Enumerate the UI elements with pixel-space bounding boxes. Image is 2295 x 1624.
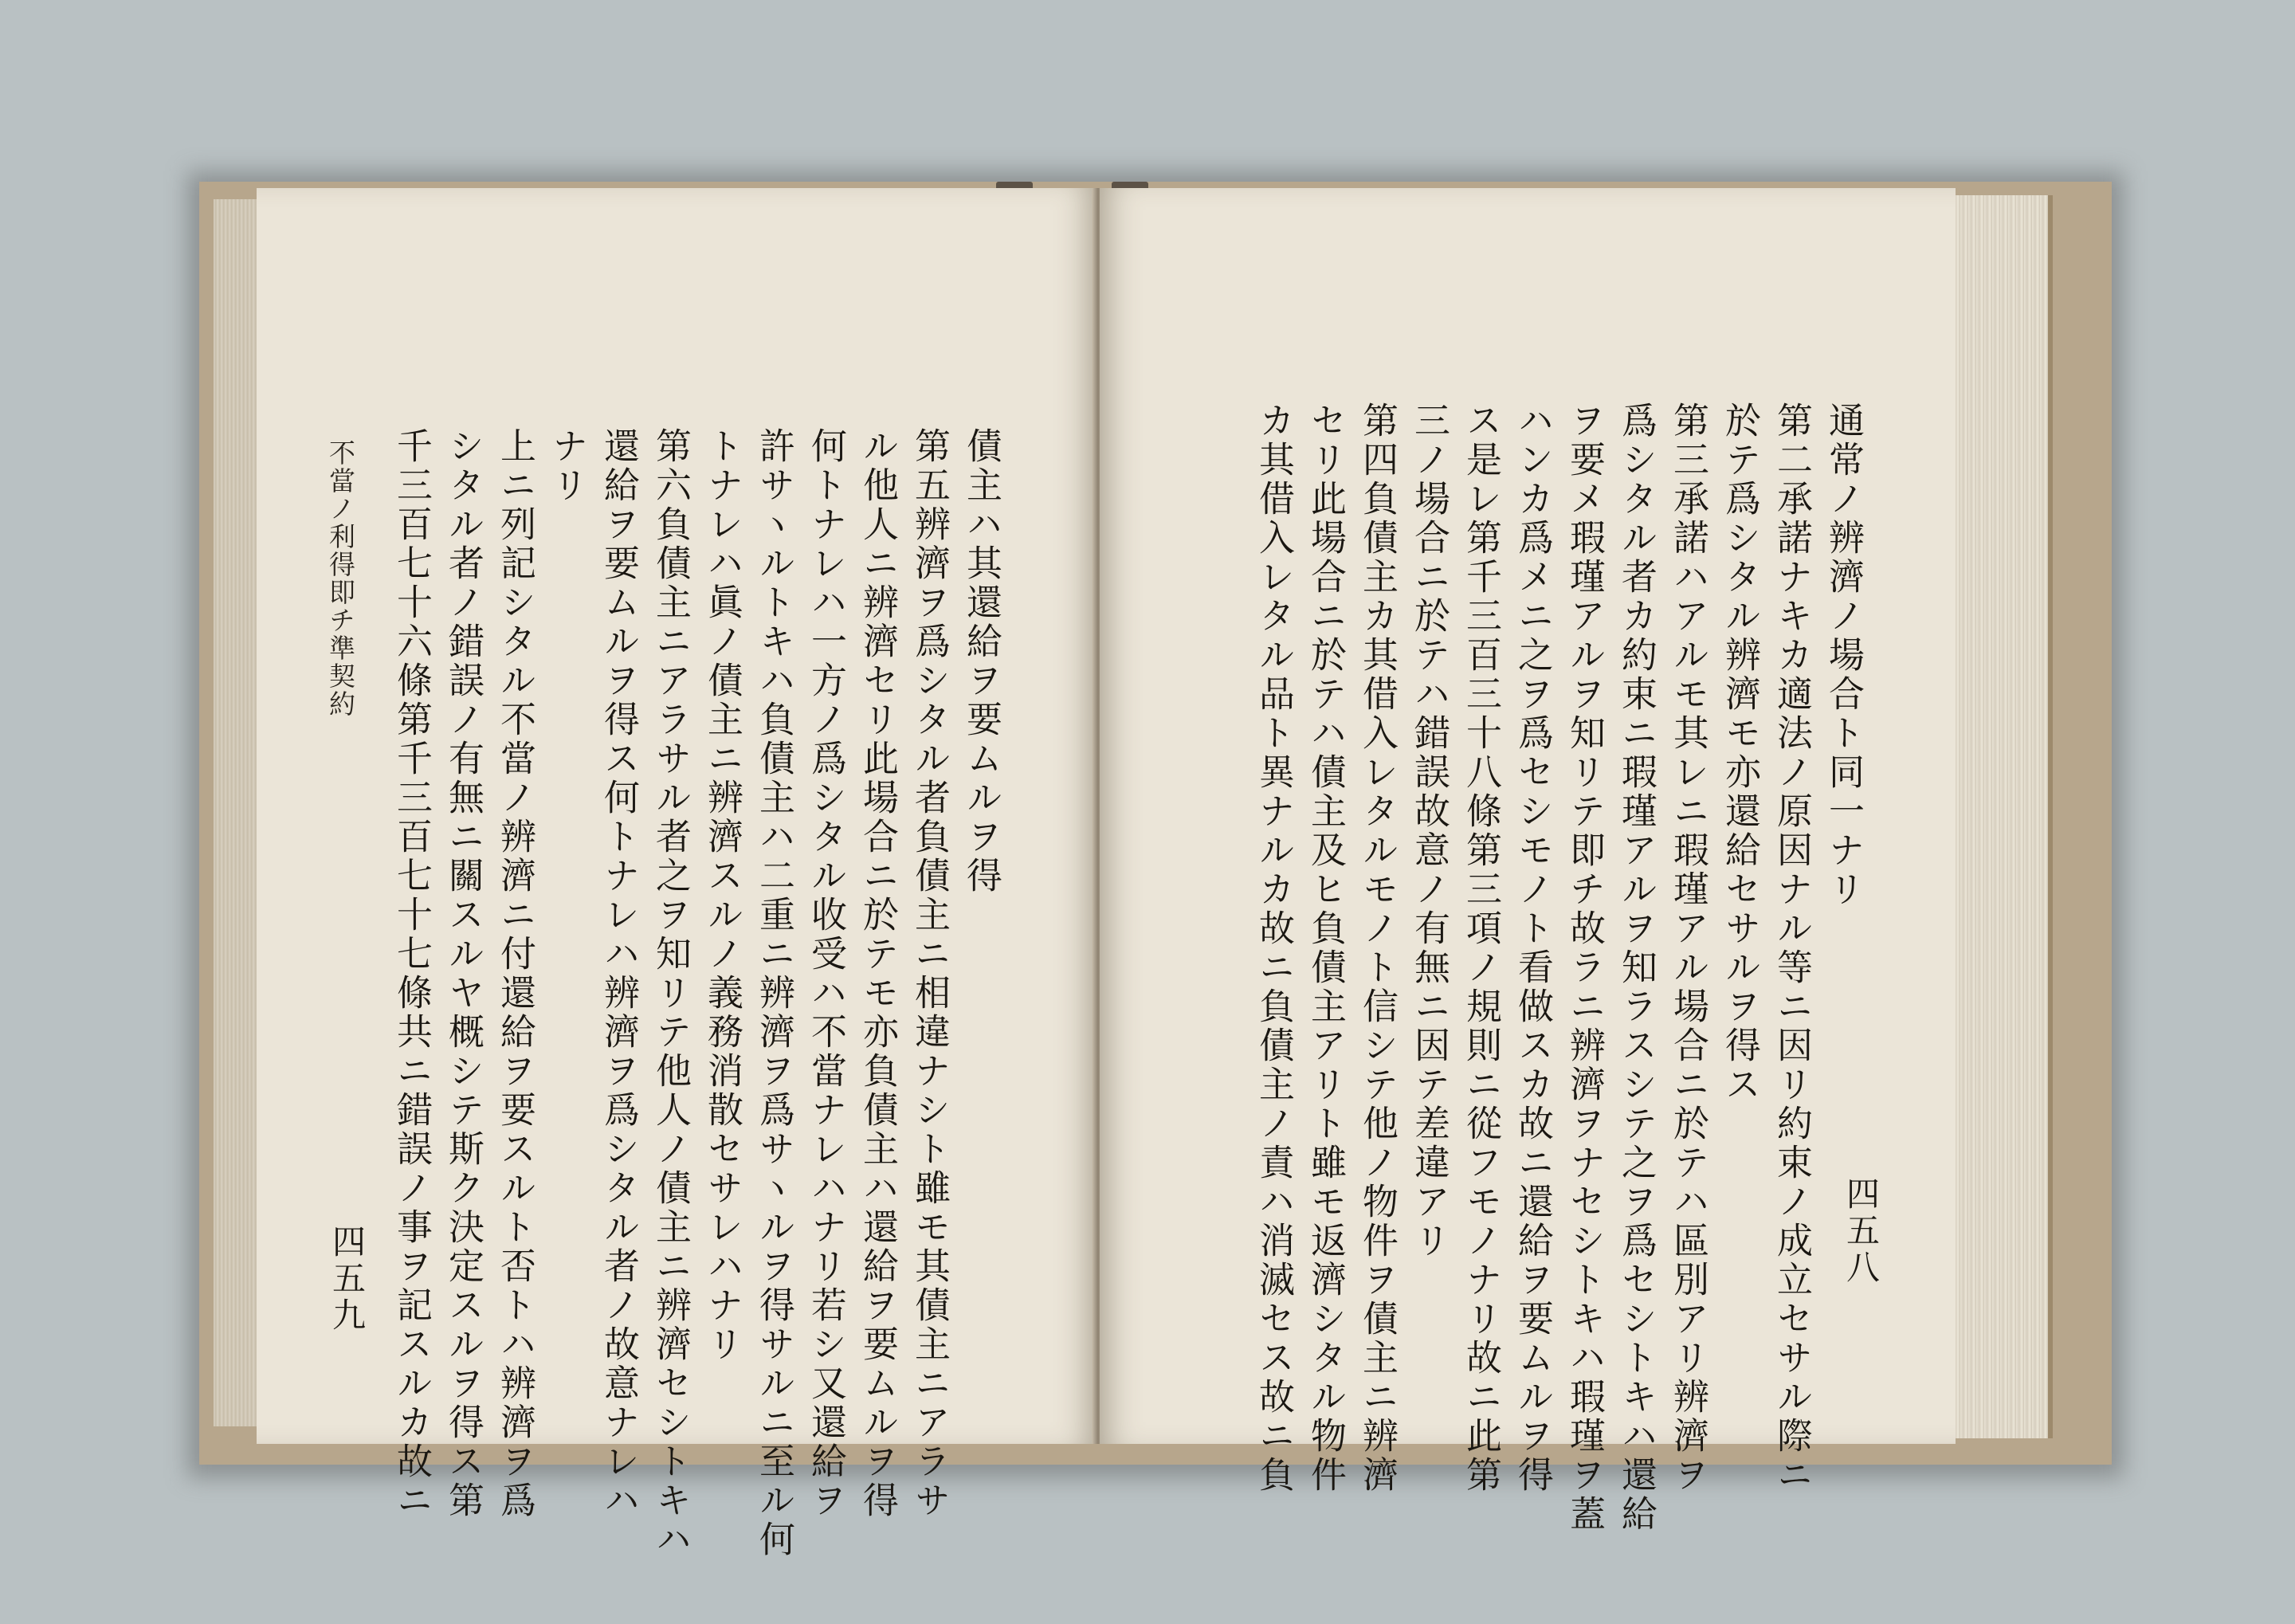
- text-column: 何トナレハ一方ノ爲シタル收受ハ不當ナレハナリ若シ又還給ヲ: [805, 427, 847, 1520]
- page-number: 四五八: [1842, 1176, 1881, 1286]
- text-column: 債主ハ其還給ヲ要ムルヲ得: [960, 427, 1002, 896]
- text-column: ヲ要メ瑕瑾アルヲ知リテ即チ故ラニ辨濟ヲナセシトキハ瑕瑾ヲ蓋: [1563, 402, 1606, 1534]
- text-column: トナレハ眞ノ債主ニ辨濟スルノ義務消散セサレハナリ: [701, 427, 743, 1364]
- running-header: 不當ノ利得即チ準契約: [325, 439, 356, 718]
- text-column: ハンカ爲メニ之ヲ爲セシモノト看做スカ故ニ還給ヲ要ムルヲ得: [1512, 402, 1554, 1495]
- text-column: カ其借入レタル品ト異ナルカ故ニ負債主ノ責ハ消滅セス故ニ負: [1253, 402, 1295, 1495]
- text-column: 於テ爲シタル辨濟モ亦還給セサルヲ得ス: [1719, 402, 1761, 1104]
- text-column: シタル者ノ錯誤ノ有無ニ關スルヤ概シテ斯ク決定スルヲ得ス第: [442, 427, 484, 1520]
- text-column: 第三承諾ハアルモ其レニ瑕瑾アル場合ニ於テハ區別アリ辨濟ヲ: [1667, 402, 1709, 1495]
- text-column: 爲シタル者カ約束ニ瑕瑾アルヲ知ラスシテ之ヲ爲セシトキハ還給: [1615, 402, 1658, 1534]
- left-page: [257, 188, 1096, 1559]
- text-column: 千三百七十六條第千三百七十七條共ニ錯誤ノ事ヲ記スルカ故ニ: [390, 427, 433, 1520]
- page-number: 四五九: [328, 1224, 367, 1334]
- text-column: 許サヽルトキハ負債主ハ二重ニ辨濟ヲ爲サヽルヲ得サルニ至ル何: [753, 427, 795, 1559]
- text-column: 第六負債主ニアラサル者之ヲ知リテ他人ノ債主ニ辨濟セシトキハ: [649, 427, 692, 1559]
- right-page-edges: [1952, 195, 2053, 1438]
- text-column: 還給ヲ要ムルヲ得ス何トナレハ辨濟ヲ爲シタル者ノ故意ナレハ: [598, 427, 640, 1520]
- left-page-edges: [214, 199, 263, 1426]
- text-column: ナリ: [546, 427, 588, 505]
- text-column: セリ此場合ニ於テハ債主及ヒ負債主アリト雖モ返濟シタル物件: [1304, 402, 1347, 1495]
- text-column: 三ノ場合ニ於テハ錯誤故意ノ有無ニ因テ差違アリ: [1408, 402, 1450, 1261]
- text-column: 第五辨濟ヲ爲シタル者負債主ニ相違ナシト雖モ其債主ニアラサ: [908, 427, 951, 1520]
- text-column: ス是レ第千三百三十八條第三項ノ規則ニ從フモノナリ故ニ此第: [1460, 402, 1502, 1495]
- text-column: 上ニ列記シタル不當ノ辨濟ニ付還給ヲ要スルト否トハ辨濟ヲ爲: [494, 427, 536, 1520]
- text-column: 第二承諾ナキカ適法ノ原因ナル等ニ因リ約束ノ成立セサル際ニ: [1771, 402, 1813, 1495]
- right-page: [1100, 188, 1956, 1534]
- text-column: 通常ノ辨濟ノ場合ト同一ナリ: [1822, 402, 1865, 909]
- text-column: ル他人ニ辨濟セリ此場合ニ於テモ亦負債主ハ還給ヲ要ムルヲ得: [857, 427, 899, 1520]
- text-column: 第四負債主カ其借入レタルモノト信シテ他ノ物件ヲ債主ニ辨濟: [1356, 402, 1399, 1495]
